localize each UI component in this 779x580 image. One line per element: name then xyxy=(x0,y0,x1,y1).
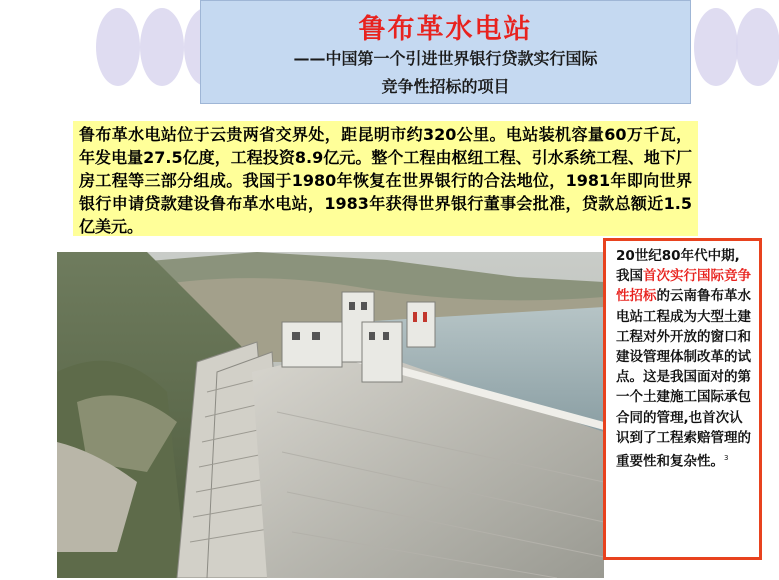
decorative-circle xyxy=(96,8,140,86)
dam-photo xyxy=(57,252,604,578)
dam-photo-illustration xyxy=(57,252,604,578)
callout-text-intro: 20世纪80年代中期,我国 xyxy=(616,248,740,285)
slide-subtitle-line-1: ——中国第一个引进世界银行贷款实行国际 xyxy=(293,49,598,68)
intro-paragraph: 鲁布革水电站位于云贵两省交界处，距昆明市约320公里。电站装机容量60万千瓦，年发电量27.5亿度，工程投资8.9亿元。整个工程由枢纽工程、引水系统工程、地下厂房工程等三部分组成。我国于1980年恢复在世界银行的合法地位，1981年即向世界银行申请贷款建设鲁布革水电站，1983年获得世界银行董事会批准，贷款总额近1.5亿美元。 xyxy=(73,121,698,236)
slide-title: 鲁布革水电站 xyxy=(358,14,533,45)
page-number: 3 xyxy=(724,454,729,463)
callout-highlight: 首次实行国际竞争性招标 xyxy=(616,268,751,305)
callout-text-body: 的云南鲁布革水电站工程成为大型土建工程对外开放的窗口和建设管理体制改革的试点。这是我国面对的第一个土建施工国际承包合同的管理,也首次认识到了工程索赔管理的重要性和复杂性。 xyxy=(616,288,751,470)
decorative-circle xyxy=(694,8,738,86)
title-box xyxy=(200,0,691,104)
slide-subtitle-line-2: 竞争性招标的项目 xyxy=(381,77,510,96)
decorative-circle xyxy=(736,8,779,86)
summary-callout xyxy=(603,238,762,560)
decorative-circle xyxy=(140,8,184,86)
